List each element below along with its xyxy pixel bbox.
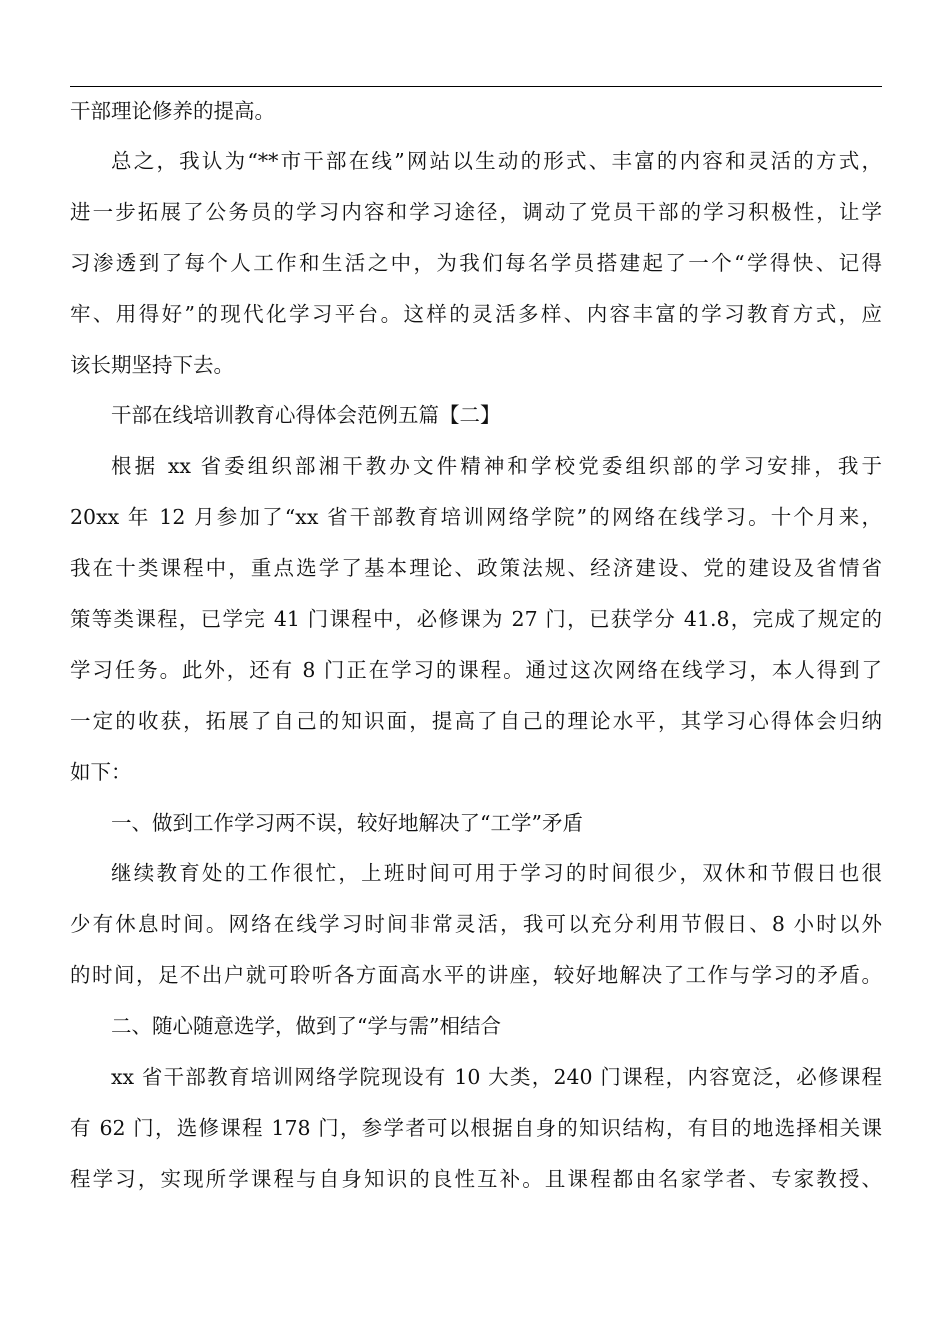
- text-line: 继续教育处的工作很忙，上班时间可用于学习的时间很少，双休和节假日也很: [111, 861, 882, 886]
- text-line: 干部理论修养的提高。: [70, 99, 275, 123]
- text-line: xx 省干部教育培训网络学院现设有 10 大类，240 门课程，内容宽泛，必修课程: [111, 1065, 882, 1090]
- text-line: 进一步拓展了公务员的学习内容和学习途径，调动了党员干部的学习积极性，让学: [70, 199, 882, 224]
- text-line: 策等类课程，已学完 41 门课程中，必修课为 27 门，已获学分 41.8，完成了规定的: [70, 607, 882, 632]
- text-line: 该长期坚持下去。: [70, 352, 234, 377]
- text-line: 根据 xx 省委组织部湘干教办文件精神和学校党委组织部的学习安排，我于: [111, 454, 882, 479]
- document-body: [70, 86, 882, 1205]
- text-line: 的时间，足不出户就可聆听各方面高水平的讲座，较好地解决了工作与学习的矛盾。: [70, 963, 882, 988]
- text-line: 有 62 门，选修课程 178 门，参学者可以根据自身的知识结构，有目的地选择相关课: [70, 1115, 882, 1140]
- text-line: 20xx 年 12 月参加了“xx 省干部教育培训网络学院”的网络在线学习。十个月来，: [70, 505, 882, 530]
- text-line: 一、做到工作学习两不误，较好地解决了“工学”矛盾: [111, 810, 583, 835]
- text-line: 干部在线培训教育心得体会范例五篇【二】: [111, 403, 501, 428]
- text-line: 少有休息时间。网络在线学习时间非常灵活，我可以充分利用节假日、8 小时以外: [70, 912, 882, 937]
- text-line: 程学习，实现所学课程与自身知识的良性互补。且课程都由名家学者、专家教授、: [70, 1166, 882, 1191]
- text-line: 总之，我认为“**市干部在线”网站以生动的形式、丰富的内容和灵活的方式，: [111, 149, 882, 173]
- text-line: 二、随心随意选学，做到了“学与需”相结合: [111, 1014, 501, 1039]
- text-line: 学习任务。此外，还有 8 门正在学习的课程。通过这次网络在线学习，本人得到了: [70, 657, 882, 682]
- text-line: 一定的收获，拓展了自己的知识面，提高了自己的理论水平，其学习心得体会归纳: [70, 708, 882, 733]
- text-line: 习渗透到了每个人工作和生活之中，为我们每名学员搭建起了一个“学得快、记得: [70, 250, 882, 275]
- text-line: 牢、用得好”的现代化学习平台。这样的灵活多样、内容丰富的学习教育方式，应: [70, 301, 882, 326]
- text-line: 如下：: [70, 759, 132, 784]
- text-line: 我在十类课程中，重点选学了基本理论、政策法规、经济建设、党的建设及省情省: [70, 556, 882, 581]
